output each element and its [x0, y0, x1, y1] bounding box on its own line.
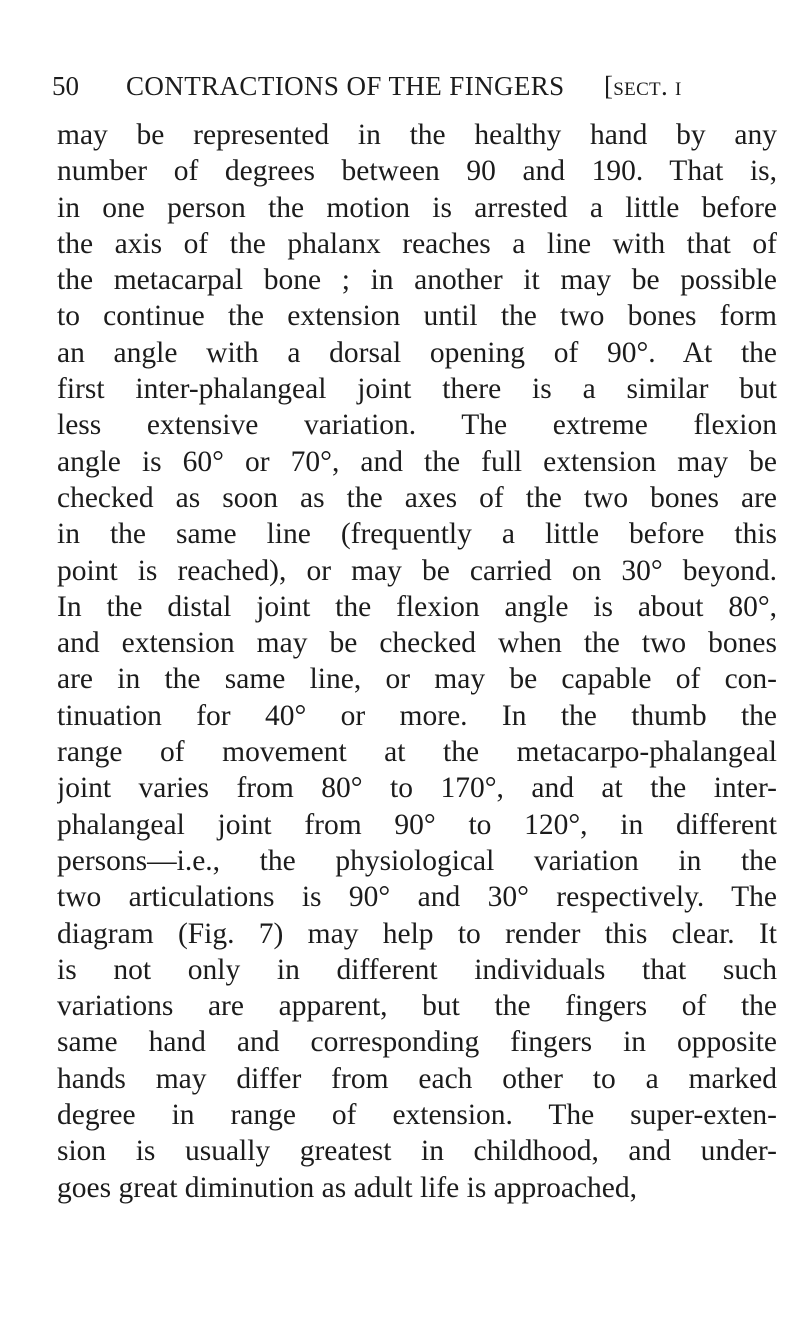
- text-line: angle is 60° or 70°, and the full extension may be: [57, 445, 777, 478]
- text-line: to continue the extension until the two bones form: [57, 300, 777, 333]
- text-line: first inter-phalangeal joint there is a similar but: [57, 373, 777, 406]
- page-number: 50: [52, 71, 79, 101]
- text-line: variations are apparent, but the fingers of the: [57, 990, 777, 1023]
- text-line: persons—i.e., the physiological variation in the: [57, 844, 777, 877]
- text-line: same hand and corresponding fingers in opposite: [57, 1026, 777, 1059]
- text-line: joint varies from 80° to 170°, and at the inter-: [57, 772, 777, 805]
- text-line: goes great diminution as adult life is approached,: [57, 1171, 638, 1204]
- body-paragraph: [57, 117, 777, 1206]
- text-line: point is reached), or may be carried on 30° beyond.: [57, 554, 777, 587]
- text-line: in the same line (frequently a little before this: [57, 518, 777, 551]
- text-line: number of degrees between 90 and 190. That is,: [57, 155, 777, 188]
- text-line: the metacarpal bone ; in another it may be possible: [57, 264, 777, 297]
- text-line: diagram (Fig. 7) may help to render this clear. It: [57, 917, 777, 950]
- text-line: in one person the motion is arrested a little before: [57, 191, 777, 224]
- text-line: less extensive variation. The extreme flexion: [57, 409, 777, 442]
- text-line: sion is usually greatest in childhood, and under-: [57, 1135, 777, 1168]
- text-line: is not only in different individuals that such: [57, 953, 777, 986]
- running-title: CONTRACTIONS OF THE FINGERS: [126, 71, 565, 101]
- running-head: [52, 68, 772, 104]
- text-line: tinuation for 40° or more. In the thumb the: [57, 699, 777, 732]
- text-line: phalangeal joint from 90° to 120°, in different: [57, 808, 777, 841]
- text-line: the axis of the phalanx reaches a line with that of: [57, 227, 777, 260]
- text-line: In the distal joint the flexion angle is about 80°,: [57, 590, 777, 623]
- text-line: checked as soon as the axes of the two bones are: [57, 481, 777, 514]
- text-line: degree in range of extension. The super-exten-: [57, 1099, 777, 1132]
- text-line: two articulations is 90° and 30° respectively. The: [57, 881, 777, 914]
- text-line: range of movement at the metacarpo-phalangeal: [57, 736, 777, 769]
- text-line: are in the same line, or may be capable of con-: [57, 663, 777, 696]
- text-line: may be represented in the healthy hand by any: [57, 119, 777, 151]
- text-line: hands may differ from each other to a marked: [57, 1062, 777, 1095]
- text-line: and extension may be checked when the two bones: [57, 627, 777, 660]
- section-reference: [sect. i: [604, 71, 682, 101]
- text-line: an angle with a dorsal opening of 90°. At the: [57, 336, 777, 369]
